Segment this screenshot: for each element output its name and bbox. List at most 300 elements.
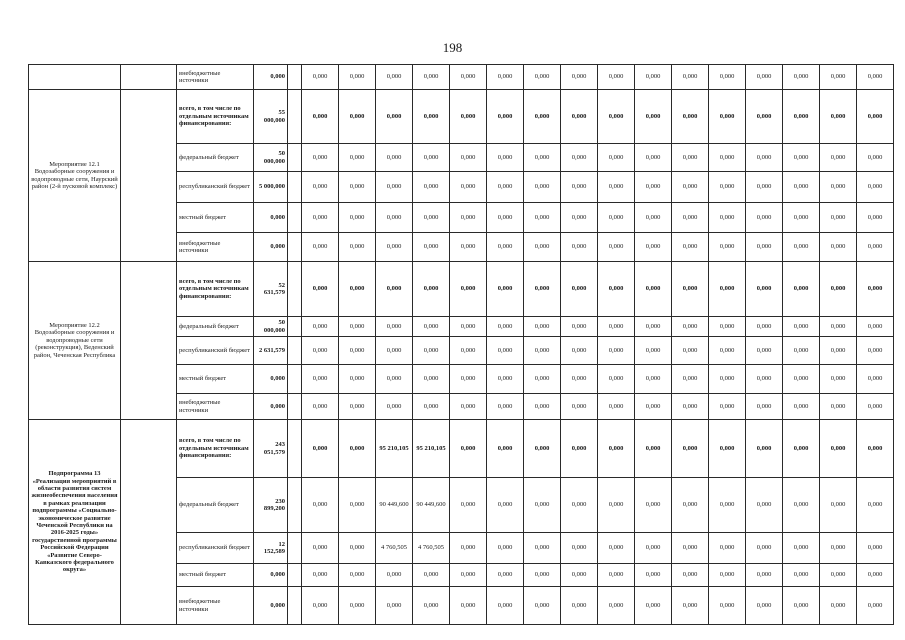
year-amount-cell: 0,000 <box>524 564 561 587</box>
year-amount-cell: 0,000 <box>450 144 487 172</box>
total-amount-cell: 50 000,000 <box>254 317 288 337</box>
year-amount-cell: 0,000 <box>339 203 376 233</box>
year-amount-cell: 90 449,600 <box>413 478 450 533</box>
year-amount-cell: 0,000 <box>302 144 339 172</box>
year-amount-cell: 0,000 <box>857 420 894 478</box>
year-amount-cell: 0,000 <box>450 394 487 420</box>
year-amount-cell: 0,000 <box>598 65 635 90</box>
year-amount-cell: 0,000 <box>783 420 820 478</box>
year-amount-cell: 0,000 <box>302 587 339 625</box>
year-amount-cell: 0,000 <box>302 233 339 262</box>
total-amount-cell: 50 000,000 <box>254 144 288 172</box>
year-amount-cell: 0,000 <box>524 394 561 420</box>
executor-cell <box>121 65 177 90</box>
year-amount-cell: 0,000 <box>561 587 598 625</box>
year-amount-cell: 0,000 <box>820 533 857 564</box>
total-amount-cell: 2 631,579 <box>254 337 288 365</box>
funding-source-cell: всего, в том числе по отдельным источникам финансирования: <box>177 262 254 317</box>
year-amount-cell: 0,000 <box>487 478 524 533</box>
year-amount-cell: 0,000 <box>487 420 524 478</box>
year-amount-cell: 0,000 <box>598 233 635 262</box>
year-amount-cell: 0,000 <box>376 144 413 172</box>
measure-name-cell: Мероприятие 12.2 Водозаборные сооружения и водопроводные сети (реконструкция), Веденский район, Чеченская Республика <box>29 262 121 420</box>
year-amount-cell: 0,000 <box>709 337 746 365</box>
year-amount-cell: 0,000 <box>487 533 524 564</box>
year-amount-cell: 0,000 <box>339 65 376 90</box>
year-amount-cell: 0,000 <box>376 203 413 233</box>
total-amount-cell: 0,000 <box>254 365 288 394</box>
year-amount-cell: 0,000 <box>598 90 635 144</box>
year-amount-cell: 0,000 <box>339 317 376 337</box>
year-amount-cell: 0,000 <box>783 65 820 90</box>
year-amount-cell: 0,000 <box>376 262 413 317</box>
funding-source-cell: всего, в том числе по отдельным источникам финансирования: <box>177 90 254 144</box>
year-amount-cell: 0,000 <box>302 533 339 564</box>
year-amount-cell: 0,000 <box>302 365 339 394</box>
funding-source-cell: республиканский бюджет <box>177 533 254 564</box>
measure-name-cell: Подпрограмма 13 «Реализация мероприятий в области развития систем жизнеобеспечения населения в рамках реализации подпрограммы «Социально-экономическое развитие Чеченской Республики на 2016-2025 годы» государственной программы Российской Федерации «Развитие Северо-Кавказского федерального округа» <box>29 420 121 625</box>
spacer-cell <box>288 65 302 90</box>
year-amount-cell: 0,000 <box>672 478 709 533</box>
year-amount-cell: 0,000 <box>339 337 376 365</box>
year-amount-cell: 0,000 <box>339 144 376 172</box>
year-amount-cell: 0,000 <box>857 478 894 533</box>
year-amount-cell: 0,000 <box>783 564 820 587</box>
year-amount-cell: 0,000 <box>746 533 783 564</box>
year-amount-cell: 0,000 <box>709 233 746 262</box>
funding-source-cell: всего, в том числе по отдельным источникам финансирования: <box>177 420 254 478</box>
year-amount-cell: 0,000 <box>450 203 487 233</box>
funding-source-cell: республиканский бюджет <box>177 172 254 203</box>
executor-cell <box>121 420 177 625</box>
year-amount-cell: 0,000 <box>635 262 672 317</box>
year-amount-cell: 0,000 <box>857 533 894 564</box>
year-amount-cell: 4 760,505 <box>413 533 450 564</box>
year-amount-cell: 0,000 <box>635 365 672 394</box>
year-amount-cell: 0,000 <box>524 90 561 144</box>
year-amount-cell: 0,000 <box>524 533 561 564</box>
year-amount-cell: 0,000 <box>302 420 339 478</box>
year-amount-cell: 0,000 <box>376 172 413 203</box>
year-amount-cell: 0,000 <box>672 203 709 233</box>
year-amount-cell: 0,000 <box>524 420 561 478</box>
year-amount-cell: 0,000 <box>820 172 857 203</box>
year-amount-cell: 0,000 <box>339 365 376 394</box>
year-amount-cell: 0,000 <box>672 587 709 625</box>
funding-source-cell: внебюджетные источники <box>177 233 254 262</box>
year-amount-cell: 0,000 <box>598 533 635 564</box>
year-amount-cell: 0,000 <box>783 587 820 625</box>
funding-source-cell: внебюджетные источники <box>177 394 254 420</box>
year-amount-cell: 0,000 <box>487 203 524 233</box>
year-amount-cell: 0,000 <box>450 65 487 90</box>
year-amount-cell: 0,000 <box>413 394 450 420</box>
spacer-cell <box>288 478 302 533</box>
year-amount-cell: 0,000 <box>524 144 561 172</box>
year-amount-cell: 0,000 <box>487 262 524 317</box>
spacer-cell <box>288 172 302 203</box>
year-amount-cell: 0,000 <box>450 365 487 394</box>
year-amount-cell: 0,000 <box>635 420 672 478</box>
year-amount-cell: 0,000 <box>672 420 709 478</box>
year-amount-cell: 0,000 <box>413 203 450 233</box>
year-amount-cell: 0,000 <box>561 65 598 90</box>
year-amount-cell: 0,000 <box>561 317 598 337</box>
spacer-cell <box>288 90 302 144</box>
year-amount-cell: 0,000 <box>561 262 598 317</box>
year-amount-cell: 0,000 <box>598 317 635 337</box>
executor-cell <box>121 262 177 420</box>
year-amount-cell: 0,000 <box>746 365 783 394</box>
year-amount-cell: 0,000 <box>672 65 709 90</box>
year-amount-cell: 0,000 <box>598 394 635 420</box>
year-amount-cell: 0,000 <box>635 337 672 365</box>
year-amount-cell: 0,000 <box>635 394 672 420</box>
year-amount-cell: 0,000 <box>524 317 561 337</box>
year-amount-cell: 0,000 <box>857 65 894 90</box>
year-amount-cell: 0,000 <box>561 90 598 144</box>
year-amount-cell: 0,000 <box>672 337 709 365</box>
year-amount-cell: 0,000 <box>487 233 524 262</box>
year-amount-cell: 4 760,505 <box>376 533 413 564</box>
year-amount-cell: 0,000 <box>302 337 339 365</box>
year-amount-cell: 0,000 <box>820 478 857 533</box>
year-amount-cell: 0,000 <box>413 564 450 587</box>
year-amount-cell: 0,000 <box>783 337 820 365</box>
spacer-cell <box>288 233 302 262</box>
year-amount-cell: 0,000 <box>857 337 894 365</box>
year-amount-cell: 0,000 <box>672 317 709 337</box>
year-amount-cell: 0,000 <box>450 420 487 478</box>
year-amount-cell: 0,000 <box>413 172 450 203</box>
table-row <box>29 90 894 144</box>
year-amount-cell: 0,000 <box>820 337 857 365</box>
year-amount-cell: 0,000 <box>487 90 524 144</box>
year-amount-cell: 0,000 <box>376 233 413 262</box>
funding-source-cell: местный бюджет <box>177 564 254 587</box>
year-amount-cell: 0,000 <box>709 533 746 564</box>
year-amount-cell: 0,000 <box>820 587 857 625</box>
year-amount-cell: 0,000 <box>413 65 450 90</box>
year-amount-cell: 0,000 <box>709 587 746 625</box>
year-amount-cell: 0,000 <box>709 90 746 144</box>
year-amount-cell: 0,000 <box>672 533 709 564</box>
year-amount-cell: 0,000 <box>746 90 783 144</box>
year-amount-cell: 0,000 <box>746 478 783 533</box>
year-amount-cell: 0,000 <box>302 203 339 233</box>
year-amount-cell: 0,000 <box>783 203 820 233</box>
year-amount-cell: 0,000 <box>857 262 894 317</box>
year-amount-cell: 0,000 <box>746 564 783 587</box>
year-amount-cell: 0,000 <box>857 172 894 203</box>
year-amount-cell: 0,000 <box>635 587 672 625</box>
year-amount-cell: 0,000 <box>339 478 376 533</box>
year-amount-cell: 0,000 <box>561 233 598 262</box>
year-amount-cell: 0,000 <box>450 233 487 262</box>
year-amount-cell: 0,000 <box>450 533 487 564</box>
year-amount-cell: 0,000 <box>746 172 783 203</box>
spacer-cell <box>288 533 302 564</box>
year-amount-cell: 0,000 <box>302 564 339 587</box>
funding-source-cell: федеральный бюджет <box>177 144 254 172</box>
year-amount-cell: 0,000 <box>598 172 635 203</box>
year-amount-cell: 0,000 <box>783 172 820 203</box>
year-amount-cell: 0,000 <box>339 394 376 420</box>
year-amount-cell: 0,000 <box>746 233 783 262</box>
year-amount-cell: 0,000 <box>524 587 561 625</box>
year-amount-cell: 0,000 <box>487 337 524 365</box>
year-amount-cell: 0,000 <box>783 533 820 564</box>
year-amount-cell: 0,000 <box>376 90 413 144</box>
spacer-cell <box>288 317 302 337</box>
year-amount-cell: 0,000 <box>783 262 820 317</box>
table-row <box>29 420 894 478</box>
year-amount-cell: 0,000 <box>302 65 339 90</box>
year-amount-cell: 0,000 <box>561 478 598 533</box>
year-amount-cell: 0,000 <box>487 317 524 337</box>
year-amount-cell: 0,000 <box>635 65 672 90</box>
year-amount-cell: 0,000 <box>857 365 894 394</box>
funding-source-cell: федеральный бюджет <box>177 478 254 533</box>
year-amount-cell: 0,000 <box>339 233 376 262</box>
year-amount-cell: 0,000 <box>709 65 746 90</box>
year-amount-cell: 0,000 <box>709 317 746 337</box>
year-amount-cell: 0,000 <box>672 394 709 420</box>
year-amount-cell: 0,000 <box>487 394 524 420</box>
year-amount-cell: 0,000 <box>635 144 672 172</box>
year-amount-cell: 0,000 <box>857 144 894 172</box>
total-amount-cell: 0,000 <box>254 65 288 90</box>
year-amount-cell: 0,000 <box>783 144 820 172</box>
year-amount-cell: 0,000 <box>450 337 487 365</box>
year-amount-cell: 0,000 <box>376 317 413 337</box>
year-amount-cell: 0,000 <box>487 144 524 172</box>
year-amount-cell: 0,000 <box>820 65 857 90</box>
year-amount-cell: 0,000 <box>746 203 783 233</box>
year-amount-cell: 0,000 <box>820 317 857 337</box>
funding-source-cell: местный бюджет <box>177 203 254 233</box>
year-amount-cell: 95 210,105 <box>413 420 450 478</box>
year-amount-cell: 0,000 <box>598 144 635 172</box>
year-amount-cell: 0,000 <box>709 172 746 203</box>
year-amount-cell: 0,000 <box>857 90 894 144</box>
total-amount-cell: 0,000 <box>254 564 288 587</box>
total-amount-cell: 0,000 <box>254 394 288 420</box>
total-amount-cell: 230 899,200 <box>254 478 288 533</box>
year-amount-cell: 0,000 <box>450 564 487 587</box>
spacer-cell <box>288 394 302 420</box>
year-amount-cell: 0,000 <box>376 337 413 365</box>
year-amount-cell: 0,000 <box>783 365 820 394</box>
year-amount-cell: 0,000 <box>709 144 746 172</box>
year-amount-cell: 0,000 <box>524 337 561 365</box>
year-amount-cell: 0,000 <box>376 587 413 625</box>
year-amount-cell: 0,000 <box>561 172 598 203</box>
year-amount-cell: 0,000 <box>450 262 487 317</box>
year-amount-cell: 0,000 <box>635 90 672 144</box>
total-amount-cell: 0,000 <box>254 203 288 233</box>
year-amount-cell: 0,000 <box>376 365 413 394</box>
spacer-cell <box>288 365 302 394</box>
total-amount-cell: 52 631,579 <box>254 262 288 317</box>
year-amount-cell: 0,000 <box>598 420 635 478</box>
year-amount-cell: 0,000 <box>598 203 635 233</box>
year-amount-cell: 0,000 <box>413 233 450 262</box>
year-amount-cell: 0,000 <box>820 394 857 420</box>
year-amount-cell: 0,000 <box>302 394 339 420</box>
funding-source-cell: местный бюджет <box>177 365 254 394</box>
total-amount-cell: 12 152,589 <box>254 533 288 564</box>
year-amount-cell: 0,000 <box>302 478 339 533</box>
spacer-cell <box>288 420 302 478</box>
total-amount-cell: 0,000 <box>254 587 288 625</box>
year-amount-cell: 0,000 <box>524 365 561 394</box>
year-amount-cell: 0,000 <box>524 172 561 203</box>
year-amount-cell: 0,000 <box>450 317 487 337</box>
year-amount-cell: 0,000 <box>339 420 376 478</box>
year-amount-cell: 0,000 <box>598 337 635 365</box>
year-amount-cell: 0,000 <box>820 233 857 262</box>
year-amount-cell: 0,000 <box>302 317 339 337</box>
year-amount-cell: 0,000 <box>709 564 746 587</box>
year-amount-cell: 0,000 <box>709 478 746 533</box>
year-amount-cell: 0,000 <box>339 262 376 317</box>
year-amount-cell: 0,000 <box>487 564 524 587</box>
year-amount-cell: 0,000 <box>746 65 783 90</box>
year-amount-cell: 0,000 <box>672 144 709 172</box>
year-amount-cell: 0,000 <box>672 365 709 394</box>
year-amount-cell: 90 449,600 <box>376 478 413 533</box>
year-amount-cell: 0,000 <box>487 172 524 203</box>
year-amount-cell: 0,000 <box>376 564 413 587</box>
year-amount-cell: 0,000 <box>635 564 672 587</box>
year-amount-cell: 0,000 <box>339 587 376 625</box>
year-amount-cell: 0,000 <box>709 394 746 420</box>
year-amount-cell: 0,000 <box>746 317 783 337</box>
budget-table <box>28 64 894 625</box>
year-amount-cell: 0,000 <box>339 90 376 144</box>
year-amount-cell: 0,000 <box>783 90 820 144</box>
year-amount-cell: 0,000 <box>820 262 857 317</box>
year-amount-cell: 0,000 <box>413 317 450 337</box>
year-amount-cell: 0,000 <box>561 337 598 365</box>
year-amount-cell: 0,000 <box>635 533 672 564</box>
year-amount-cell: 0,000 <box>413 365 450 394</box>
year-amount-cell: 0,000 <box>561 420 598 478</box>
year-amount-cell: 0,000 <box>635 203 672 233</box>
year-amount-cell: 0,000 <box>857 203 894 233</box>
funding-source-cell: республиканский бюджет <box>177 337 254 365</box>
year-amount-cell: 0,000 <box>302 90 339 144</box>
year-amount-cell: 0,000 <box>709 365 746 394</box>
year-amount-cell: 0,000 <box>413 337 450 365</box>
year-amount-cell: 0,000 <box>487 65 524 90</box>
year-amount-cell: 0,000 <box>487 587 524 625</box>
table-body <box>29 65 894 625</box>
year-amount-cell: 0,000 <box>709 203 746 233</box>
measure-name-cell: Мероприятие 12.1 Водозаборные сооружения и водопроводные сети, Наурский район (2-й пусковой комплекс) <box>29 90 121 262</box>
year-amount-cell: 0,000 <box>561 144 598 172</box>
year-amount-cell: 0,000 <box>672 172 709 203</box>
table-row <box>29 65 894 90</box>
year-amount-cell: 0,000 <box>339 533 376 564</box>
year-amount-cell: 0,000 <box>672 262 709 317</box>
year-amount-cell: 0,000 <box>672 90 709 144</box>
year-amount-cell: 0,000 <box>413 262 450 317</box>
year-amount-cell: 0,000 <box>857 317 894 337</box>
year-amount-cell: 0,000 <box>746 337 783 365</box>
year-amount-cell: 0,000 <box>820 90 857 144</box>
year-amount-cell: 0,000 <box>709 420 746 478</box>
spacer-cell <box>288 337 302 365</box>
year-amount-cell: 0,000 <box>746 144 783 172</box>
year-amount-cell: 95 210,105 <box>376 420 413 478</box>
year-amount-cell: 0,000 <box>672 233 709 262</box>
year-amount-cell: 0,000 <box>746 587 783 625</box>
year-amount-cell: 0,000 <box>450 172 487 203</box>
year-amount-cell: 0,000 <box>524 233 561 262</box>
year-amount-cell: 0,000 <box>820 203 857 233</box>
total-amount-cell: 5 000,000 <box>254 172 288 203</box>
year-amount-cell: 0,000 <box>450 587 487 625</box>
year-amount-cell: 0,000 <box>783 317 820 337</box>
year-amount-cell: 0,000 <box>820 564 857 587</box>
year-amount-cell: 0,000 <box>524 478 561 533</box>
year-amount-cell: 0,000 <box>524 203 561 233</box>
year-amount-cell: 0,000 <box>561 203 598 233</box>
year-amount-cell: 0,000 <box>783 478 820 533</box>
year-amount-cell: 0,000 <box>413 144 450 172</box>
year-amount-cell: 0,000 <box>857 564 894 587</box>
year-amount-cell: 0,000 <box>783 233 820 262</box>
year-amount-cell: 0,000 <box>598 587 635 625</box>
table-row <box>29 262 894 317</box>
year-amount-cell: 0,000 <box>561 564 598 587</box>
year-amount-cell: 0,000 <box>746 420 783 478</box>
spacer-cell <box>288 203 302 233</box>
year-amount-cell: 0,000 <box>302 172 339 203</box>
year-amount-cell: 0,000 <box>635 317 672 337</box>
year-amount-cell: 0,000 <box>635 478 672 533</box>
total-amount-cell: 243 051,579 <box>254 420 288 478</box>
spacer-cell <box>288 262 302 317</box>
year-amount-cell: 0,000 <box>413 90 450 144</box>
year-amount-cell: 0,000 <box>598 365 635 394</box>
year-amount-cell: 0,000 <box>635 172 672 203</box>
spacer-cell <box>288 587 302 625</box>
year-amount-cell: 0,000 <box>339 172 376 203</box>
year-amount-cell: 0,000 <box>820 365 857 394</box>
year-amount-cell: 0,000 <box>857 233 894 262</box>
funding-source-cell: внебюджетные источники <box>177 65 254 90</box>
year-amount-cell: 0,000 <box>672 564 709 587</box>
year-amount-cell: 0,000 <box>561 394 598 420</box>
year-amount-cell: 0,000 <box>413 587 450 625</box>
year-amount-cell: 0,000 <box>820 420 857 478</box>
year-amount-cell: 0,000 <box>746 394 783 420</box>
year-amount-cell: 0,000 <box>598 478 635 533</box>
funding-source-cell: федеральный бюджет <box>177 317 254 337</box>
page-number: 198 <box>442 40 463 55</box>
year-amount-cell: 0,000 <box>561 533 598 564</box>
year-amount-cell: 0,000 <box>598 564 635 587</box>
year-amount-cell: 0,000 <box>376 394 413 420</box>
year-amount-cell: 0,000 <box>746 262 783 317</box>
executor-cell <box>121 90 177 262</box>
year-amount-cell: 0,000 <box>857 587 894 625</box>
year-amount-cell: 0,000 <box>302 262 339 317</box>
year-amount-cell: 0,000 <box>376 65 413 90</box>
